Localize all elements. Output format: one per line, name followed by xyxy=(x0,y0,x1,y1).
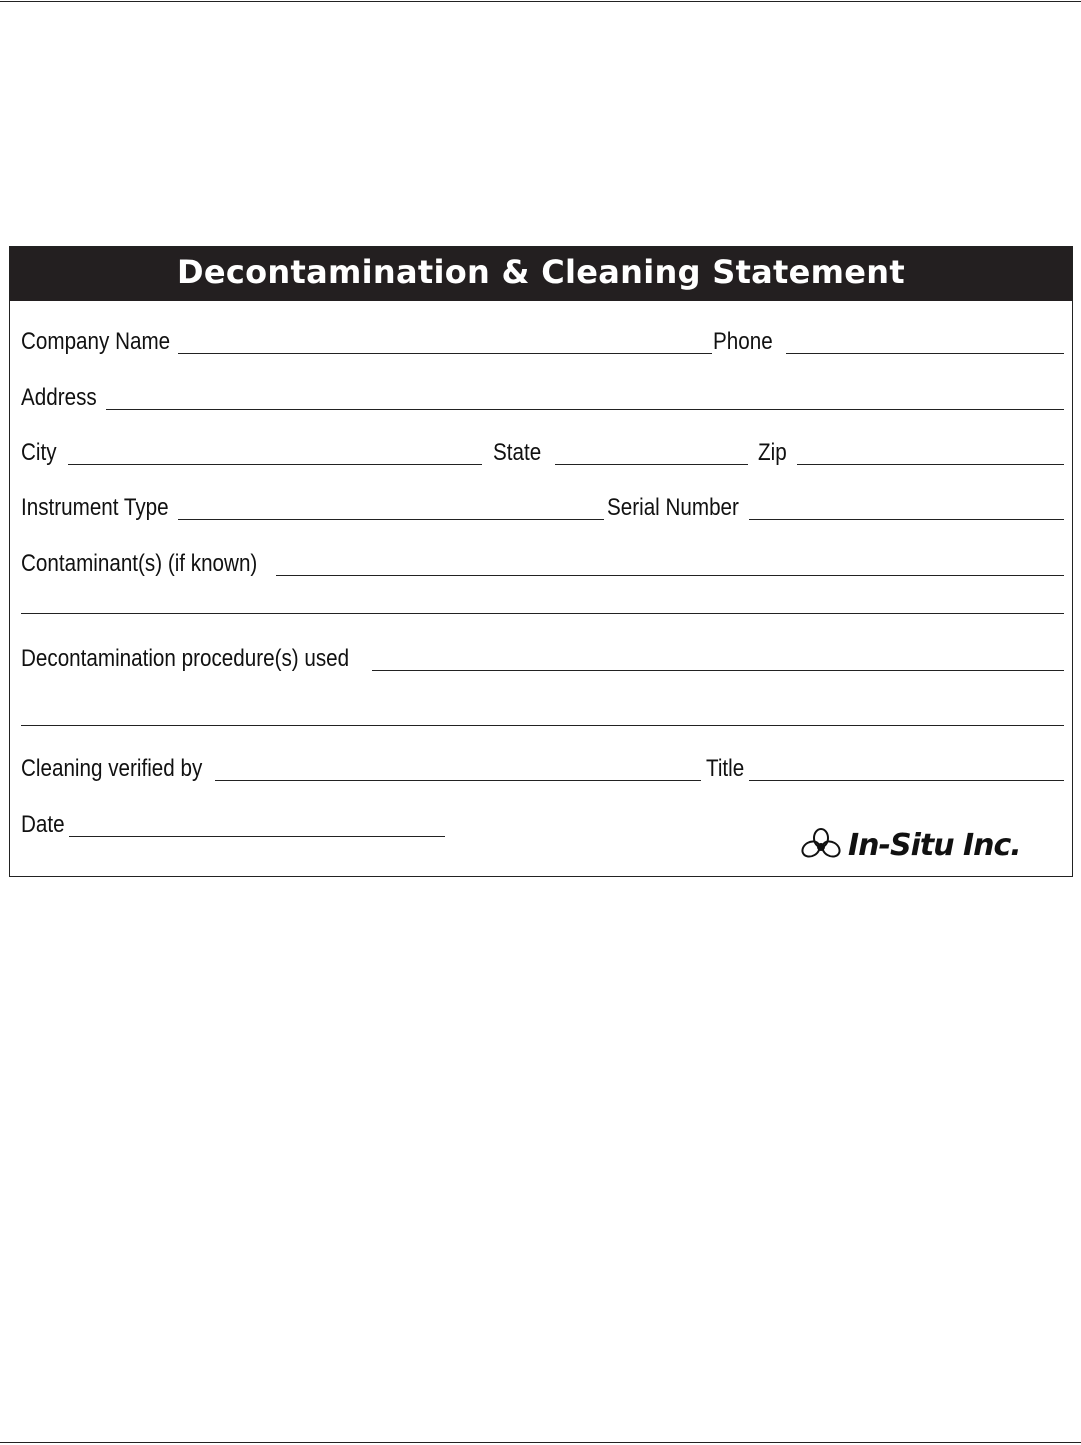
flower-icon xyxy=(800,827,842,863)
title-label: Title xyxy=(706,755,745,782)
company-logo xyxy=(800,825,1021,865)
zip-label: Zip xyxy=(758,439,787,466)
top-rule xyxy=(0,1,1081,2)
procedures-label: Decontamination procedure(s) used xyxy=(21,645,350,672)
company-name-field[interactable] xyxy=(178,353,712,354)
address-field[interactable] xyxy=(106,409,1064,410)
zip-field[interactable] xyxy=(797,464,1064,465)
phone-label: Phone xyxy=(713,328,773,355)
title-field[interactable] xyxy=(749,780,1064,781)
serial-number-field[interactable] xyxy=(749,519,1064,520)
form-title: Decontamination & Cleaning Statement xyxy=(10,247,1072,301)
date-label: Date xyxy=(21,811,65,838)
state-field[interactable] xyxy=(555,464,748,465)
contaminants-field[interactable] xyxy=(276,575,1064,576)
procedures-field-line-2[interactable] xyxy=(21,725,1064,726)
logo-text: In-Situ Inc. xyxy=(848,827,1021,863)
state-label: State xyxy=(493,439,542,466)
contaminants-label: Contaminant(s) (if known) xyxy=(21,550,258,577)
decontamination-form xyxy=(9,246,1073,877)
instrument-type-label: Instrument Type xyxy=(21,494,169,521)
bottom-rule xyxy=(0,1442,1081,1443)
city-field[interactable] xyxy=(68,464,482,465)
city-label: City xyxy=(21,439,57,466)
instrument-type-field[interactable] xyxy=(178,519,604,520)
procedures-field[interactable] xyxy=(372,670,1064,671)
company-name-label: Company Name xyxy=(21,328,171,355)
verified-by-label: Cleaning verified by xyxy=(21,755,203,782)
address-label: Address xyxy=(21,384,97,411)
date-field[interactable] xyxy=(69,836,445,837)
verified-by-field[interactable] xyxy=(215,780,701,781)
contaminants-field-line-2[interactable] xyxy=(21,613,1064,614)
phone-field[interactable] xyxy=(786,353,1064,354)
serial-number-label: Serial Number xyxy=(607,494,739,521)
